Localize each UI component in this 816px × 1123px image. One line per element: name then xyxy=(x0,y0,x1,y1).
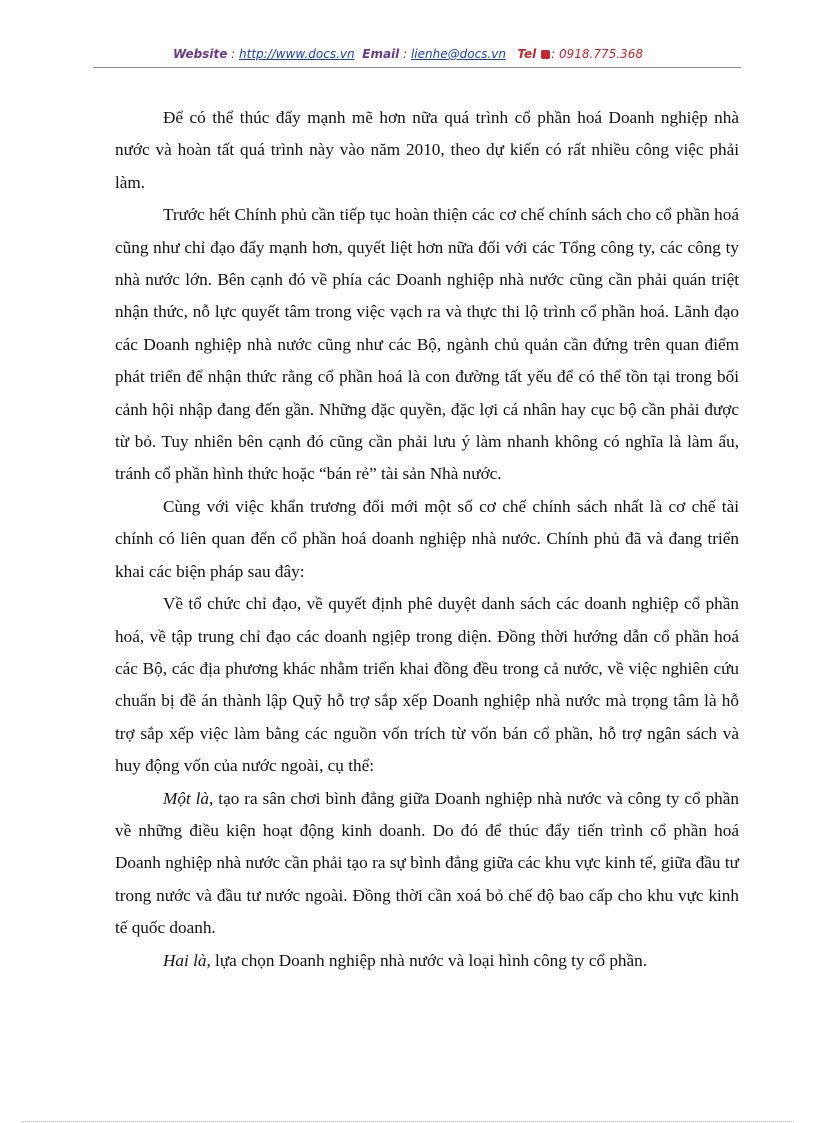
header-divider xyxy=(93,67,741,68)
tel-label: Tel xyxy=(517,47,537,61)
paragraph-5 xyxy=(115,783,739,945)
paragraph-5-text: , tạo ra sân chơi bình đẳng giữa Doanh nghiệp nhà nước và công ty cổ phần về những điều kiện hoạt động kinh doanh. Do đó để thúc đẩy tiến trình cổ phần hoá Doanh nghiệp nhà nước cần phải tạo ra sự bình đẳng giữa các khu vực kinh tế, giữa đầu tư trong nước và đầu tư nước ngoài. Đồng thời cần xoá bỏ chế độ bao cấp cho khu vực kinh tế quốc doanh. xyxy=(115,788,740,938)
email-separator: : xyxy=(399,47,411,61)
document-body xyxy=(115,102,739,977)
paragraph-6 xyxy=(115,945,739,977)
footer-divider xyxy=(22,1121,794,1122)
paragraph-2: Trước hết Chính phủ cần tiếp tục hoàn thiện các cơ chế chính sách cho cổ phần hoá cũng như chỉ đạo đẩy mạnh hơn, quyết liệt hơn nữa đối với các Tổng công ty, các công ty nhà nước lớn. Bên cạnh đó về phía các Doanh nghiệp nhà nước cũng cần phải quán triệt nhận thức, nỗ lực quyết tâm trong việc vạch ra và thực thi lộ trình cổ phần hoá. Lãnh đạo các Doanh nghiệp nhà nước cũng như các Bộ, ngành chủ quản cần đứng trên quan điểm phát triển để nhận thức rằng cổ phần hoá là con đường tất yếu để có thể tồn tại trong bối cảnh hội nhập đang đến gần. Những đặc quyền, đặc lợi cá nhân hay cục bộ cần phải được từ bỏ. Tuy nhiên bên cạnh đó cũng cần phải lưu ý làm nhanh không có nghĩa là làm ẩu, tránh cổ phần hình thức hoặc “bán rẻ” tài sản Nhà nước. xyxy=(115,205,739,484)
paragraph-5-lead: Một là xyxy=(163,788,210,808)
paragraph-6-text: , lựa chọn Doanh nghiệp nhà nước và loại hình công ty cổ phần. xyxy=(206,950,648,970)
website-link[interactable]: http://www.docs.vn xyxy=(239,47,355,61)
paragraph-6-lead: Hai là xyxy=(163,950,207,970)
telephone-icon xyxy=(541,50,550,59)
paragraph-4: Về tổ chức chỉ đạo, về quyết định phê duyệt danh sách các doanh nghiệp cổ phần hoá, về tập trung chỉ đạo các doanh ngịêp trong diện. Đồng thời hướng dẫn cổ phần hoá các Bộ, các địa phương khác nhằm triển khai đồng đều trong cả nước, về việc nghiên cứu chuẩn bị đề án thành lập Quỹ hỗ trợ sắp xếp Doanh nghiệp nhà nước mà trọng tâm là hỗ trợ sắp xếp việc làm bằng các nguồn vốn trích từ vốn bán cổ phần, hỗ trợ ngân sách và huy động vốn của nước ngoài, cụ thể: xyxy=(115,594,739,776)
page-header xyxy=(0,47,816,61)
email-link[interactable]: lienhe@docs.vn xyxy=(410,47,506,61)
website-separator: : xyxy=(227,47,240,61)
paragraph-3: Cùng với việc khẩn trương đổi mới một số cơ chế chính sách nhất là cơ chế tài chính có liên quan đến cổ phần hoá doanh nghiệp nhà nước. Chính phủ đã và đang triển khai các biện pháp sau đây: xyxy=(115,496,739,581)
email-label: Email xyxy=(362,47,400,61)
phone-number: : 0918.775.368 xyxy=(551,47,643,61)
paragraph-1: Để có thể thúc đẩy mạnh mẽ hơn nữa quá trình cổ phần hoá Doanh nghiệp nhà nước và hoàn tất quá trình này vào năm 2010, theo dự kiến có rất nhiều công việc phải làm. xyxy=(115,108,739,192)
website-label: Website xyxy=(173,47,228,61)
